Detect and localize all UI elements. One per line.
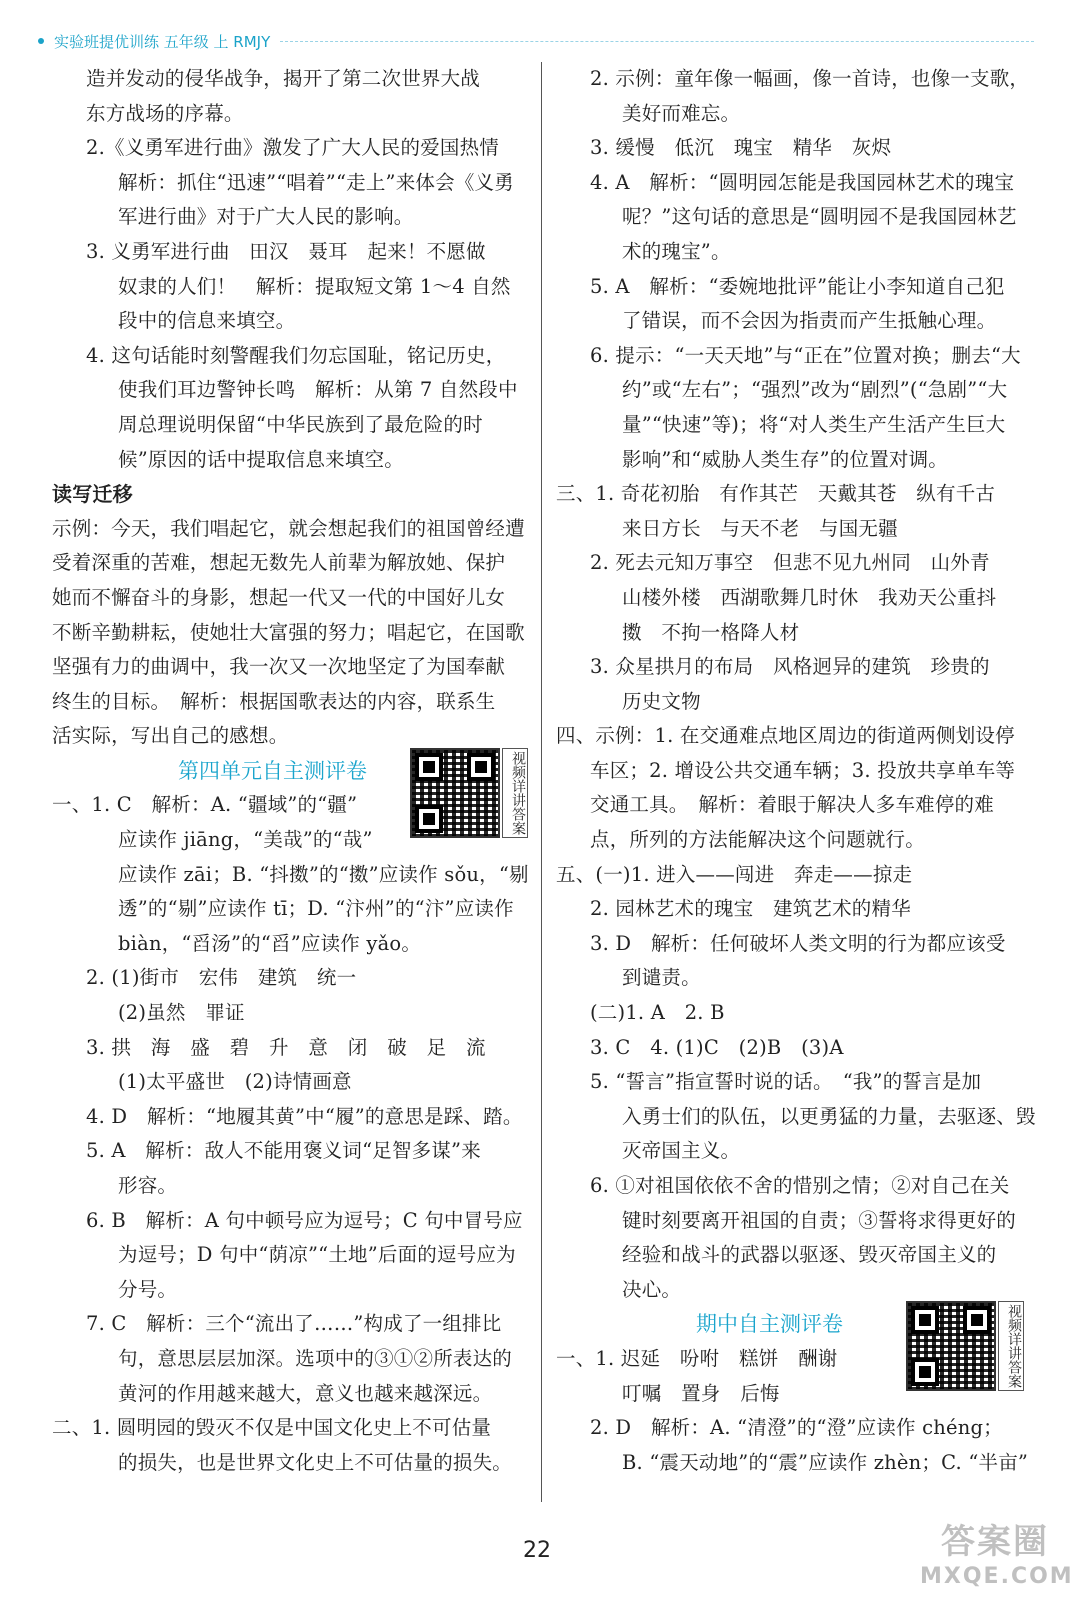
answer-line-text: 3. D 解析：任何破坏人类文明的行为都应该受: [590, 931, 1006, 955]
answer-line: [556, 788, 1030, 823]
answer-line: [556, 339, 1030, 374]
answer-line: [52, 339, 530, 374]
qr-finder-icon: [415, 753, 443, 781]
answer-line-text: 黄河的作用越来越大，意义也越来越深远。: [118, 1381, 493, 1405]
answer-line-text: 2.《义勇军进行曲》激发了广大人民的爱国热情: [86, 136, 500, 160]
answer-line: [52, 892, 530, 927]
answer-line-text: 3. 众星拱月的布局 风格迥异的建筑 珍贵的: [590, 655, 990, 679]
answer-line-text: 2. (1)街市 宏伟 建筑 统一: [86, 966, 357, 990]
answer-line: [52, 1134, 530, 1169]
answer-line-text: 2. D 解析：A. “清澄”的“澄”应读作 chéng；: [590, 1416, 1003, 1440]
section-heading: [52, 477, 530, 512]
answer-line-text: 一、1. 迟延 吩咐 糕饼 酬谢: [556, 1346, 838, 1370]
watermark-line2: MXQE.COM: [920, 1564, 1074, 1589]
left-column: [52, 62, 530, 1480]
answer-line: [52, 927, 530, 962]
answer-line: [52, 650, 530, 685]
answer-line-text: 示例：今天，我们唱起它，就会想起我们的祖国曾经遭: [52, 516, 525, 540]
answer-line-text: 3. 拱 海 盛 碧 升 意 闭 破 足 流: [86, 1035, 486, 1059]
answer-line-text: 应读作 zāi；B. “抖擞”的“擞”应读作 sǒu，“剔: [118, 862, 529, 886]
answer-line: [556, 131, 1030, 166]
answer-line: [52, 1411, 530, 1446]
answer-line: [556, 97, 1030, 132]
answer-line: [52, 1377, 530, 1412]
answer-line-text: 量”“快速”等)；将“对人类生产生活产生巨大: [622, 412, 1006, 436]
answer-line: [556, 1031, 1030, 1066]
answer-line-text: 奴隶的人们！ 解析：提取短文第 1～4 自然: [118, 274, 511, 298]
unit-heading-text: 第四单元自主测评卷: [178, 758, 367, 783]
qr-finder-icon: [911, 1306, 939, 1334]
answer-line: [556, 961, 1030, 996]
answer-line-text: 一、1. C 解析：A. “疆域”的“疆”: [52, 793, 358, 817]
answer-line: [556, 823, 1030, 858]
answer-line-text: 6. B 解析：A 句中顿号应为逗号；C 句中冒号应: [86, 1208, 523, 1232]
answer-line: [556, 650, 1030, 685]
answer-line: [556, 581, 1030, 616]
answer-line-text: 5. “誓言”指宣誓时说的话。 “我”的誓言是加: [590, 1070, 982, 1094]
answer-line-text: 候”原因的话中提取信息来填空。: [118, 447, 404, 471]
answer-line: [556, 927, 1030, 962]
answer-line-text: 5. A 解析：“委婉地批评”能让小李知道自己犯: [590, 274, 1005, 298]
answer-line-text: 她而不懈奋斗的身影，想起一代又一代的中国好儿女: [52, 585, 506, 609]
answer-line-text: 2. 示例：童年像一幅画，像一首诗，也像一支歌，: [590, 67, 1030, 90]
answer-line: [556, 477, 1030, 512]
qr-finder-icon: [415, 805, 443, 833]
answer-line: [556, 408, 1030, 443]
answer-line: [52, 581, 530, 616]
answer-line: [52, 996, 530, 1031]
answer-line: [556, 373, 1030, 408]
qr-label: 视频详讲答案: [998, 1301, 1024, 1391]
answer-line-text: (二)1. A 2. B: [590, 1001, 725, 1025]
answer-line: [556, 1065, 1030, 1100]
answer-line: [52, 166, 530, 201]
answer-line-text: 车区；2. 增设公共交通车辆；3. 投放共享单车等: [590, 758, 1016, 782]
answer-line: [556, 235, 1030, 270]
answer-line-text: 5. A 解析：敌人不能用褒义词“足智多谋”来: [86, 1139, 481, 1163]
answer-line-text: 6. 提示：“一天天地”与“正在”位置对换；删去“大: [590, 343, 1021, 367]
answer-line-text: 4. A 解析：“圆明园怎能是我国园林艺术的瑰宝: [590, 170, 1015, 194]
answer-line: [556, 512, 1030, 547]
answer-line-text: 交通工具。 解析：着眼于解决人多车难停的难: [590, 793, 994, 817]
answer-line-text: 3. 缓慢 低沉 瑰宝 精华 灰烬: [590, 136, 892, 160]
answer-line-text: 句，意思层层加深。选项中的③①②所表达的: [118, 1346, 513, 1370]
unit-heading-text: 期中自主测评卷: [696, 1312, 843, 1337]
answer-line-text: 3. C 4. (1)C (2)B (3)A: [590, 1035, 844, 1059]
answer-line-text: 影响”和“威胁人类生存”的位置对调。: [622, 447, 949, 471]
answer-line-text: 军进行曲》对于广大人民的影响。: [118, 205, 414, 229]
answer-line-text: 分号。: [118, 1277, 178, 1301]
answer-line-text: 周总理说明保留“中华民族到了最危险的时: [118, 412, 483, 436]
answer-line: [52, 1238, 530, 1273]
answer-line: [52, 443, 530, 478]
answer-line: [52, 304, 530, 339]
answer-line-text: 透”的“剔”应读作 tī；D. “汴州”的“汴”应读作: [118, 897, 514, 921]
answer-line-text: biàn，“舀汤”的“舀”应读作 yǎo。: [118, 931, 422, 955]
answer-line-text: 使我们耳边警钟长鸣 解析：从第 7 自然段中: [118, 378, 518, 402]
answer-line: [556, 892, 1030, 927]
answer-line-text: 擞 不拘一格降人材: [622, 620, 800, 644]
answer-line-text: 造并发动的侵华战争，揭开了第二次世界大战: [86, 67, 481, 90]
answer-line: [556, 996, 1030, 1031]
column-divider: [541, 62, 542, 1502]
answer-line-text: 了错误，而不会因为指责而产生抵触心理。: [622, 309, 997, 333]
answer-line-text: 东方战场的序幕。: [86, 101, 244, 125]
answer-line-text: 决心。: [622, 1277, 682, 1301]
answer-line-text: 受着深重的苦难，想起无数先人前辈为解放她、保护: [52, 551, 506, 575]
answer-line-text: 3. 义勇军进行曲 田汉 聂耳 起来！不愿做: [86, 239, 486, 263]
answer-line-text: 四、示例：1. 在交通难点地区周边的街道两侧划设停: [556, 724, 1015, 748]
answer-line: [52, 1446, 530, 1481]
answer-line: [556, 270, 1030, 305]
answer-line: [52, 1065, 530, 1100]
answer-line: [52, 373, 530, 408]
answer-line: [52, 62, 530, 97]
answer-line: [52, 408, 530, 443]
answer-line: [52, 546, 530, 581]
answer-line: [556, 1204, 1030, 1239]
answer-line: [556, 1134, 1030, 1169]
watermark-logo: [920, 1520, 1074, 1598]
answer-line-text: 终生的目标。 解析：根据国歌表达的内容，联系生: [52, 689, 496, 713]
answer-line-text: 坚强有力的曲调中，我一次又一次地坚定了为国奉献: [52, 655, 506, 679]
answer-line: [52, 512, 530, 547]
answer-line: [556, 200, 1030, 235]
answer-line: [52, 1273, 530, 1308]
answer-line-text: 入勇士们的队伍，以更勇猛的力量，去驱逐、毁: [622, 1104, 1036, 1128]
answer-line-text: (1)太平盛世 (2)诗情画意: [118, 1070, 352, 1094]
answer-line: [556, 719, 1030, 754]
running-header: [38, 30, 1034, 52]
answer-line-text: 呢？”这句话的意思是“圆明园不是我国园林艺: [622, 205, 1017, 229]
answer-line: [52, 1204, 530, 1239]
answer-line: [556, 1411, 1030, 1446]
answer-line-text: 来日方长 与天不老 与国无疆: [622, 516, 898, 540]
answer-line-text: 形容。: [118, 1174, 178, 1197]
answer-line: [556, 858, 1030, 893]
answer-line-text: 不断辛勤耕耘，使她壮大富强的努力；唱起它，在国歌: [52, 620, 525, 644]
answer-line-text: 2. 园林艺术的瑰宝 建筑艺术的精华: [590, 897, 911, 921]
answer-line-text: B. “震天动地”的“震”应读作 zhèn；C. “半亩”: [622, 1450, 1029, 1474]
answer-line-text: 4. D 解析：“地履其黄”中“履”的意思是踩、踏。: [86, 1104, 523, 1128]
answer-line: [52, 131, 530, 166]
answer-line: [556, 685, 1030, 720]
answer-line-text: 7. C 解析：三个“流出了……”构成了一组排比: [86, 1312, 502, 1336]
answer-line-text: 约”或“左右”；“强烈”改为“剧烈”(“急剧”“大: [622, 378, 1008, 402]
answer-line-text: 键时刻要离开祖国的自责；③誓将求得更好的: [622, 1208, 1017, 1232]
answer-line-text: 段中的信息来填空。: [118, 309, 296, 333]
answer-line: [52, 1342, 530, 1377]
answer-line-text: 应读作 jiāng，“美哉”的“哉”: [118, 828, 373, 852]
answer-line-text: 的损失，也是世界文化史上不可估量的损失。: [118, 1450, 513, 1474]
answer-line-text: 4. 这句话能时刻警醒我们勿忘国耻，铭记历史，: [86, 343, 506, 367]
answer-line-text: 活实际，写出自己的感想。: [52, 724, 289, 748]
watermark-line1: 答案圈: [941, 1522, 1049, 1562]
answer-line-text: 二、1. 圆明园的毁灭不仅是中国文化史上不可估量: [52, 1416, 492, 1440]
answer-line-text: 山楼外楼 西湖歌舞几时休 我劝天公重抖: [622, 585, 997, 609]
qr-code-icon[interactable]: [906, 1301, 996, 1391]
answer-line: [52, 270, 530, 305]
answer-line: [52, 685, 530, 720]
answer-line-text: 点，所列的方法能解决这个问题就行。: [590, 828, 925, 852]
header-rule: [280, 41, 1034, 42]
answer-line: [52, 961, 530, 996]
qr-finder-icon: [467, 753, 495, 781]
answer-line: [52, 616, 530, 651]
section-heading-text: 读写迁移: [52, 482, 133, 507]
answer-line: [556, 546, 1030, 581]
qr-finder-icon: [911, 1358, 939, 1386]
answer-line-text: 历史文物: [622, 689, 701, 713]
answer-line-text: 术的瑰宝”。: [622, 239, 731, 263]
answer-line: [52, 1307, 530, 1342]
answer-line-text: 叮嘱 置身 后悔: [622, 1381, 780, 1405]
answer-line-text: 到谴责。: [622, 966, 701, 990]
answer-line-text: 美好而难忘。: [622, 101, 741, 125]
answer-line-text: 五、(一)1. 进入——闯进 奔走——掠走: [556, 862, 913, 886]
answer-line: [52, 235, 530, 270]
answer-line-text: 经验和战斗的武器以驱逐、毁灭帝国主义的: [622, 1243, 997, 1267]
right-column: [556, 62, 1036, 1480]
header-title: 实验班提优训练 五年级 上 RMJY: [54, 32, 271, 51]
answer-line: [556, 304, 1030, 339]
answer-line: [556, 1100, 1036, 1135]
answer-line-text: 6. ①对祖国依依不舍的惜别之情；②对自己在关: [590, 1174, 1010, 1197]
answer-line: [52, 1100, 530, 1135]
answer-line: [52, 1031, 530, 1066]
answer-line: [556, 62, 1030, 97]
qr-finder-icon: [963, 1306, 991, 1334]
answer-line: [556, 1169, 1030, 1204]
qr-code-icon[interactable]: [410, 748, 500, 838]
answer-line-text: (2)虽然 罪证: [118, 1001, 245, 1025]
page-number: 22: [523, 1538, 551, 1563]
answer-line: [52, 97, 530, 132]
qr-label: 视频详讲答案: [502, 748, 528, 838]
answer-line: [556, 1446, 1030, 1481]
answer-line-text: 三、1. 奇花初胎 有作其芒 天戴其苍 纵有千古: [556, 482, 996, 506]
answer-line: [556, 166, 1030, 201]
answer-line-text: 2. 死去元知万事空 但悲不见九州同 山外青: [590, 551, 990, 575]
answer-line: [52, 200, 530, 235]
answer-line: [556, 754, 1030, 789]
answer-line-text: 灭帝国主义。: [622, 1139, 741, 1163]
answer-line: [52, 1169, 530, 1204]
answer-line: [556, 616, 1030, 651]
answer-line-text: 解析：抓住“迅速”“唱着”“走上”来体会《义勇: [118, 170, 514, 194]
answer-line: [556, 443, 1030, 478]
header-bullet-icon: [38, 38, 44, 44]
answer-line: [556, 1238, 1030, 1273]
answer-line: [52, 858, 530, 893]
answer-line-text: 为逗号；D 句中“荫凉”“土地”后面的逗号应为: [118, 1243, 516, 1267]
